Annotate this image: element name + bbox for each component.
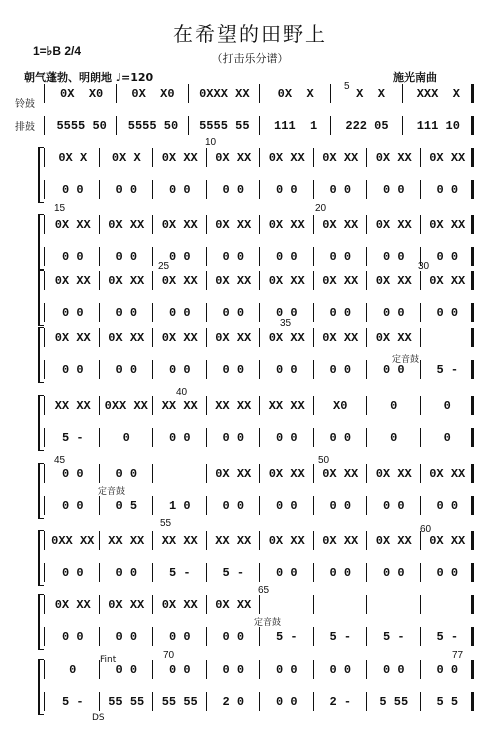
barline: [44, 660, 45, 679]
measure-cell: 0 0: [222, 431, 245, 445]
measure-cell: 5 -: [382, 630, 405, 644]
measure-cell: 0 0: [436, 566, 459, 580]
measure-cell: 0X XX: [215, 331, 252, 345]
barline: [471, 563, 474, 582]
measure-cell: 0 0: [222, 630, 245, 644]
measure-cell: 5 -: [436, 363, 459, 377]
measure-cell: 0 0: [61, 183, 84, 197]
barline: [471, 84, 474, 103]
measure-cell: 0 0: [168, 250, 191, 264]
measure-cell: 5555 50: [127, 119, 179, 133]
barline: [152, 464, 153, 483]
measure-cell: 0X XX: [54, 331, 91, 345]
measure-cell: 0 0: [275, 250, 298, 264]
measure-cell: 0: [390, 431, 398, 445]
bell-staff-row: [46, 398, 474, 414]
barline: [471, 271, 474, 290]
measure-cell: XX XX: [54, 399, 91, 413]
measure-cell: 0X XX: [268, 331, 305, 345]
measure-cell: 0X XX: [429, 218, 466, 232]
measure-cell: 0 0: [382, 363, 405, 377]
measure-cell: 0 0: [61, 467, 84, 481]
barline: [471, 247, 474, 266]
measure-cell: 0 0: [168, 630, 191, 644]
drum-staff-row: [46, 498, 474, 514]
measure-cell: 5 -: [222, 566, 245, 580]
measure-cell: 0 5: [115, 499, 138, 513]
measure-cell: 0 0: [436, 663, 459, 677]
measure-cell: XX XX: [161, 399, 198, 413]
measure-cell: 0 0: [329, 183, 352, 197]
barline: [471, 627, 474, 646]
measure-cell: 55 55: [108, 695, 145, 709]
measure-cell: 0X X: [111, 151, 141, 165]
measure-cell: 0X XX: [375, 534, 412, 548]
bell-staff-row: [46, 150, 474, 166]
composer-credit: 施光南曲: [393, 71, 437, 84]
drum-staff-row: [46, 694, 474, 710]
barline: [44, 328, 45, 347]
drum-staff-row: [46, 305, 474, 321]
measure-cell: XX XX: [215, 534, 252, 548]
measure-cell: 0: [443, 399, 451, 413]
measure-cell: 0X XX: [375, 467, 412, 481]
barline: [471, 531, 474, 550]
bell-staff-row: [46, 273, 474, 289]
barline: [471, 148, 474, 167]
measure-cell: 0 0: [329, 499, 352, 513]
barline: [471, 303, 474, 322]
measure-number: 60: [420, 524, 432, 535]
barline: [44, 496, 45, 515]
key-signature: 1=♭B 2/4: [33, 44, 82, 58]
measure-cell: X X: [348, 87, 385, 101]
drum-staff-row: [46, 565, 474, 581]
fixed-drum-label: 定音鼓: [392, 355, 420, 365]
barline: [471, 215, 474, 234]
measure-cell: 0 0: [115, 467, 138, 481]
measure-cell: 0 0: [275, 566, 298, 580]
measure-cell: 5 5: [436, 695, 459, 709]
measure-cell: 0 0: [115, 663, 138, 677]
drum-staff-row: [46, 118, 474, 134]
measure-cell: XXX X: [416, 87, 460, 101]
measure-cell: 0 0: [222, 663, 245, 677]
barline: [471, 660, 474, 679]
measure-cell: 0X XX: [429, 467, 466, 481]
measure-cell: 0 0: [115, 250, 138, 264]
measure-cell: 5 -: [329, 630, 352, 644]
measure-cell: 0 0: [61, 363, 84, 377]
barline: [420, 595, 421, 614]
barline: [44, 271, 45, 290]
measure-cell: 0X XX: [161, 151, 198, 165]
barline: [44, 303, 45, 322]
measure-cell: 0 0: [61, 250, 84, 264]
fixed-drum-label: 定音鼓: [98, 487, 126, 497]
measure-cell: 0X XX: [268, 534, 305, 548]
measure-cell: 0X XX: [429, 274, 466, 288]
tempo-marking: 朝气蓬勃、明朗地 ♩=120: [24, 71, 154, 84]
measure-cell: 2 0: [222, 695, 245, 709]
measure-cell: 2 -: [329, 695, 352, 709]
measure-cell: XX XX: [161, 534, 198, 548]
measure-number: 45: [54, 455, 66, 466]
measure-cell: 0X XX: [375, 331, 412, 345]
barline: [471, 464, 474, 483]
barline: [471, 328, 474, 347]
measure-cell: 0 0: [168, 431, 191, 445]
score-subtitle: （打击乐分谱）: [211, 52, 289, 65]
measure-cell: 0 0: [275, 306, 298, 320]
measure-number: 77: [452, 650, 464, 661]
measure-cell: 0 0: [61, 499, 84, 513]
drum-staff-row: [46, 629, 474, 645]
measure-number: 25: [158, 261, 170, 272]
barline: [44, 563, 45, 582]
measure-cell: 0 0: [61, 630, 84, 644]
measure-cell: 0 0: [382, 663, 405, 677]
measure-cell: 0 0: [168, 183, 191, 197]
measure-cell: 0 0: [382, 566, 405, 580]
measure-cell: 0 0: [436, 306, 459, 320]
measure-cell: 0X XX: [322, 218, 359, 232]
barline: [259, 595, 260, 614]
measure-number: 30: [418, 261, 430, 272]
measure-cell: 222 05: [345, 119, 389, 133]
measure-cell: 0X XX: [215, 467, 252, 481]
measure-cell: 0: [390, 399, 398, 413]
measure-cell: 0X XX: [375, 274, 412, 288]
measure-cell: 0 0: [382, 183, 405, 197]
bell-staff-row: [46, 330, 474, 346]
measure-cell: 0X XX: [268, 218, 305, 232]
measure-cell: XX XX: [215, 399, 252, 413]
measure-cell: 0 0: [436, 250, 459, 264]
barline: [471, 595, 474, 614]
measure-cell: 0 0: [168, 663, 191, 677]
measure-cell: 0 0: [382, 499, 405, 513]
barline: [44, 360, 45, 379]
measure-cell: 0X XX: [429, 534, 466, 548]
measure-cell: 0XX XX: [51, 534, 95, 548]
measure-cell: 0X XX: [322, 151, 359, 165]
barline: [471, 360, 474, 379]
measure-cell: 0 0: [329, 363, 352, 377]
measure-cell: 0X XX: [108, 331, 145, 345]
barline: [471, 396, 474, 415]
barline: [44, 84, 45, 103]
barline: [44, 531, 45, 550]
measure-cell: 0 0: [115, 183, 138, 197]
measure-cell: 0 0: [329, 250, 352, 264]
measure-number: 10: [205, 137, 217, 148]
measure-cell: 0X XX: [161, 274, 198, 288]
barline: [471, 496, 474, 515]
measure-number: 20: [315, 203, 327, 214]
measure-cell: 0X XX: [322, 467, 359, 481]
measure-cell: 0 0: [61, 306, 84, 320]
measure-cell: 0X XX: [215, 598, 252, 612]
measure-number: 35: [280, 318, 292, 329]
barline: [44, 464, 45, 483]
instrument-label-bell: 铃鼓: [15, 99, 35, 110]
measure-cell: XX XX: [268, 399, 305, 413]
drum-staff-row: [46, 430, 474, 446]
measure-cell: 0 0: [382, 250, 405, 264]
measure-number: 65: [258, 585, 270, 596]
measure-cell: 0X XX: [322, 331, 359, 345]
measure-cell: 5 -: [61, 695, 84, 709]
barline: [44, 396, 45, 415]
measure-cell: 0X XX: [215, 218, 252, 232]
measure-cell: 0X XX: [268, 274, 305, 288]
measure-cell: 0XXX XX: [199, 87, 250, 101]
measure-cell: 5 -: [168, 566, 191, 580]
bell-staff-row: [46, 597, 474, 613]
measure-cell: 0 0: [115, 363, 138, 377]
barline: [471, 692, 474, 711]
measure-cell: 0 0: [222, 183, 245, 197]
measure-cell: 111 10: [416, 119, 460, 133]
barline: [420, 328, 421, 347]
ds-marking: DS: [92, 713, 105, 723]
measure-number: 55: [160, 518, 172, 529]
measure-number: 70: [163, 650, 175, 661]
measure-cell: 0X XX: [429, 151, 466, 165]
measure-cell: 0 0: [329, 566, 352, 580]
barline: [471, 116, 474, 135]
measure-cell: 5 55: [379, 695, 409, 709]
barline: [44, 247, 45, 266]
measure-number: 15: [54, 203, 66, 214]
barline: [44, 692, 45, 711]
measure-cell: 0: [122, 431, 130, 445]
measure-cell: 1 0: [168, 499, 191, 513]
measure-cell: 0X XX: [268, 151, 305, 165]
measure-cell: 0X X0: [131, 87, 175, 101]
measure-cell: 0X XX: [108, 218, 145, 232]
measure-cell: 0X XX: [54, 274, 91, 288]
measure-cell: 0 0: [168, 306, 191, 320]
measure-cell: XX XX: [108, 534, 145, 548]
measure-cell: 0X X: [58, 151, 88, 165]
measure-number: 50: [318, 455, 330, 466]
measure-cell: 0 0: [329, 306, 352, 320]
bell-staff-row: [46, 217, 474, 233]
measure-cell: 0: [443, 431, 451, 445]
measure-cell: 0 0: [222, 499, 245, 513]
measure-cell: 0 0: [275, 499, 298, 513]
measure-cell: 0 0: [275, 431, 298, 445]
measure-cell: 0 0: [275, 663, 298, 677]
measure-cell: 5 -: [436, 630, 459, 644]
measure-cell: 0 0: [222, 363, 245, 377]
score-title: 在希望的田野上: [173, 22, 327, 46]
barline: [44, 148, 45, 167]
barline: [44, 627, 45, 646]
measure-cell: 0 0: [436, 183, 459, 197]
measure-cell: 0 0: [436, 499, 459, 513]
drum-staff-row: [46, 182, 474, 198]
bell-staff-row: [46, 86, 474, 102]
measure-cell: 0 0: [115, 306, 138, 320]
barline: [44, 116, 45, 135]
measure-cell: 0 0: [329, 431, 352, 445]
barline: [44, 215, 45, 234]
measure-cell: 0 0: [275, 183, 298, 197]
measure-cell: 0X XX: [375, 151, 412, 165]
measure-cell: 0 0: [61, 566, 84, 580]
measure-cell: X0: [333, 399, 348, 413]
measure-cell: 0X XX: [268, 467, 305, 481]
measure-cell: 111 1: [274, 119, 318, 133]
measure-cell: 0X XX: [108, 274, 145, 288]
fint-marking: Fint: [100, 655, 117, 665]
measure-cell: 0X XX: [375, 218, 412, 232]
barline: [471, 428, 474, 447]
measure-cell: 0 0: [275, 363, 298, 377]
measure-cell: 0 0: [329, 663, 352, 677]
barline: [471, 180, 474, 199]
measure-cell: 0 0: [275, 695, 298, 709]
barline: [44, 180, 45, 199]
measure-cell: 0X XX: [215, 151, 252, 165]
measure-cell: 55 55: [161, 695, 198, 709]
measure-cell: 0X XX: [161, 598, 198, 612]
measure-cell: 5555 50: [56, 119, 107, 133]
measure-cell: 0 0: [115, 630, 138, 644]
measure-cell: 0 0: [222, 250, 245, 264]
instrument-label-drum: 排鼓: [15, 122, 35, 133]
measure-number: 40: [176, 387, 188, 398]
barline: [44, 595, 45, 614]
drum-staff-row: [46, 249, 474, 265]
barline: [313, 595, 314, 614]
bell-staff-row: [46, 466, 474, 482]
measure-cell: 0X XX: [215, 274, 252, 288]
measure-number: 5: [344, 81, 350, 92]
measure-cell: 0 0: [222, 306, 245, 320]
measure-cell: 0 0: [382, 306, 405, 320]
measure-cell: 0XX XX: [104, 399, 148, 413]
measure-cell: 0X XX: [54, 218, 91, 232]
measure-cell: 0X XX: [54, 598, 91, 612]
measure-cell: 5 -: [61, 431, 84, 445]
measure-cell: 0 0: [168, 363, 191, 377]
measure-cell: 0X XX: [161, 331, 198, 345]
measure-cell: 5 -: [275, 630, 298, 644]
measure-cell: 0X XX: [322, 534, 359, 548]
measure-cell: 0X X0: [60, 87, 104, 101]
measure-cell: 0 0: [115, 566, 138, 580]
barline: [44, 428, 45, 447]
measure-cell: 5555 55: [199, 119, 250, 133]
measure-cell: 0X XX: [161, 218, 198, 232]
barline: [366, 595, 367, 614]
measure-cell: 0X X: [277, 87, 314, 101]
measure-cell: 0: [69, 663, 77, 677]
measure-cell: 0X XX: [108, 598, 145, 612]
bell-staff-row: [46, 533, 474, 549]
measure-cell: 0X XX: [322, 274, 359, 288]
fixed-drum-label: 定音鼓: [254, 618, 282, 628]
